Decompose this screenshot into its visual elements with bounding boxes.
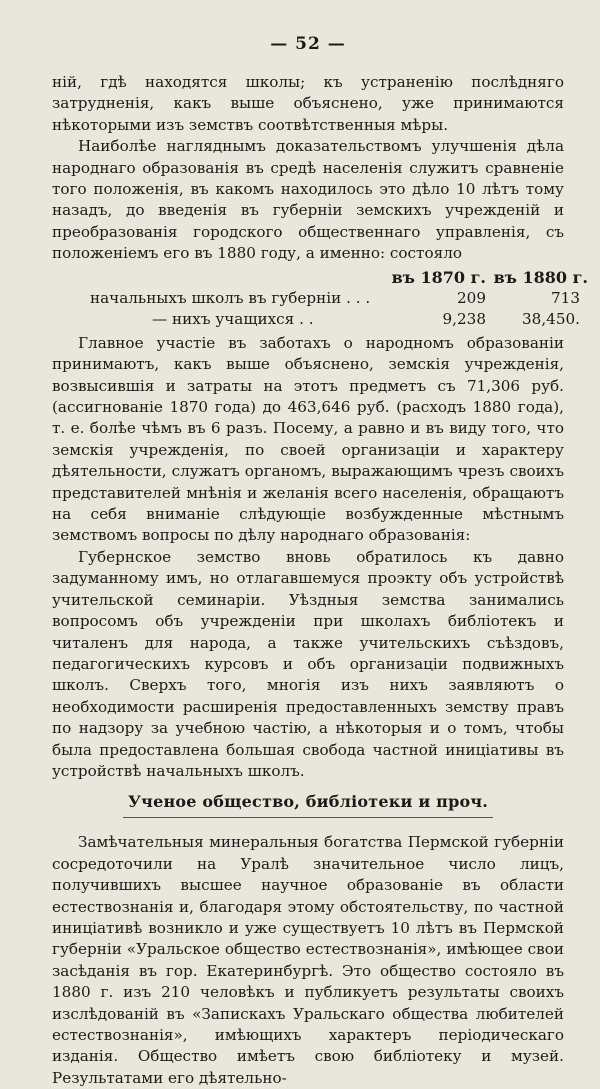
paragraph-continuation: ній, гдѣ находятся школы; къ устраненію послѣдняго затрудненія, какъ выше объяснено, уже принимаются нѣкоторыми изъ земствъ соотвѣтственныя мѣры.	[52, 73, 564, 134]
paragraph-comparison-intro: Наиболѣе нагляднымъ доказательствомъ улучшенія дѣла народнаго образованія въ средѣ населенія служитъ сравненіе того положенія, въ какомъ находилось это дѣло 10 лѣтъ тому назадъ, до введенія въ губерніи земскихъ учрежденій и преобразованія городского общественнаго управленія, съ положеніемъ его въ 1880 году, а именно: состояло	[52, 137, 564, 263]
statistics-table	[52, 267, 588, 331]
section-title: Ученое общество, библіотеки и проч.	[127, 792, 489, 812]
section-divider	[123, 817, 493, 818]
header-1870: въ 1870 г.	[391, 267, 486, 287]
paragraph-zemstvo-participation: Главное участіе въ заботахъ о народномъ образованіи принимаютъ, какъ выше объяснено, земскія учрежденія, возвысившія и затраты на этотъ предметъ съ 71,306 руб. (ассигнованіе 1870 года) до 463,646 руб. (расходъ 1880 года), т. е. болѣе чѣмъ въ 6 разъ. Посему, а равно и въ виду того, что земскія учрежденія, по своей организаціи и характеру дѣятельности, служатъ органомъ, выражающимъ чрезъ своихъ представителей мнѣнія и желанія всего населенія, обращаютъ на себя вниманіе слѣдующіе возбужденные мѣстнымъ земствомъ вопросы по дѣлу народнаго образованія:	[52, 333, 564, 545]
header-1880: въ 1880 г.	[493, 267, 588, 287]
row-label: — нихъ учащихся . .	[152, 310, 314, 329]
paragraph-provincial-zemstvo: Губернское земство вновь обратилось къ давно задуманному имъ, но отлагавшемуся проэкту объ устройствѣ учительской семинаріи. Уѣздныя земства занимались вопросомъ объ учрежденіи при школахъ библіотекъ и читаленъ для народа, а также учительскихъ съѣздовъ, педагогическихъ курсовъ и объ организаціи подвижныхъ школъ. Сверхъ того, многія изъ нихъ заявляютъ о необходимости расширенія предоставленныхъ земству правъ по надзору за учебною частію, а нѣкоторыя и о томъ, чтобы была предоставлена большая свобода частной иниціативы въ устройствѣ начальныхъ школъ.	[52, 547, 564, 780]
table-row	[52, 309, 580, 330]
row-value-1880: 38,450.	[522, 310, 580, 329]
row-value-1870: 209	[457, 289, 486, 308]
row-value-1880: 713	[551, 289, 580, 308]
page-number: — 52 —	[270, 34, 346, 54]
table-row	[52, 288, 580, 309]
row-label: начальныхъ школъ въ губерніи . . .	[90, 289, 371, 308]
row-value-1870: 9,238	[442, 310, 486, 329]
table-header-row	[52, 267, 588, 288]
paragraph-ural-society: Замѣчательныя минеральныя богатства Пермской губерніи сосредоточили на Уралѣ значительное число лицъ, получившихъ высшее научное образованіе въ области естествознанія и, благодаря этому обстоятельству, по частной иниціативѣ возникло и уже существуетъ 10 лѣтъ въ Пермской губерніи «Уральское общество естествознанія», имѣющее свои засѣданія въ гор. Екатеринбургѣ. Это общество состояло въ 1880 г. изъ 210 человѣкъ и публикуетъ результаты своихъ изслѣдованій въ «Запискахъ Уральскаго общества любителей естествознанія», имѣющихъ характеръ періодическаго изданія. Общество имѣетъ свою библіотеку и музей. Результатами его дѣятельно-	[52, 833, 564, 1087]
